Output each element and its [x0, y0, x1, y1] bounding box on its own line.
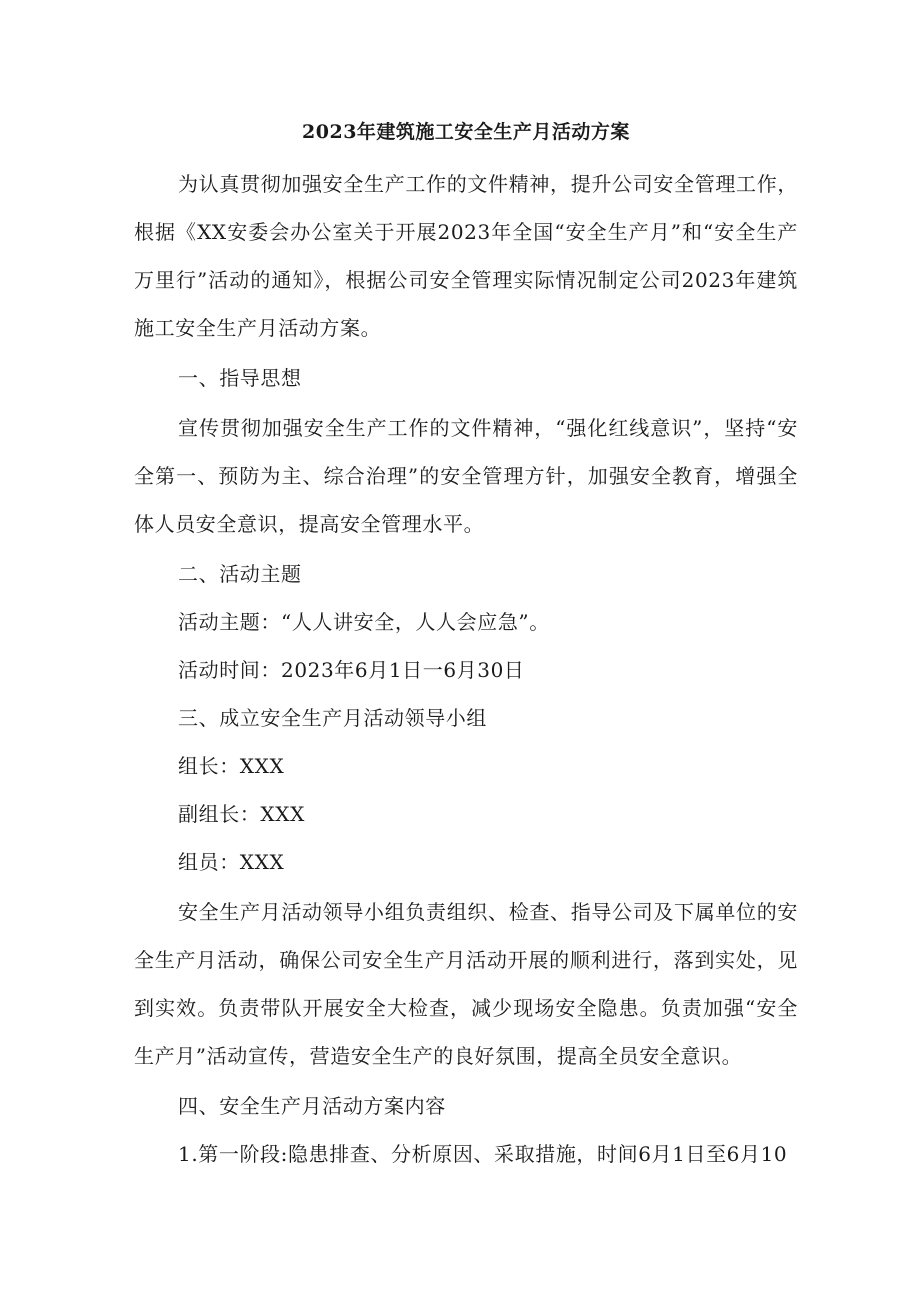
phase-one-line: 1.第一阶段:隐患排查、分析原因、采取措施，时间6月1日至6月10 — [178, 1142, 788, 1166]
group-leader-line: 组长：XXX — [178, 754, 285, 778]
group-vice-leader-line: 副组长：XXX — [178, 802, 305, 826]
leadership-group-paragraph: 安全生产月活动领导小组负责组织、检查、指导公司及下属单位的安全生产月活动，确保公司安全生产月活动开展的顺利进行，落到实处，见到实效。负责带队开展安全大检查，减少现场安全隐患。负责加强“安全生产月”活动宣传，营造安全生产的良好氛围，提高全员安全意识。 — [134, 900, 798, 1068]
document-title: 2023年建筑施工安全生产月活动方案 — [302, 121, 630, 143]
document-body — [134, 118, 798, 1178]
section-heading-leadership-group: 三、成立安全生产月活动领导小组 — [178, 706, 487, 730]
activity-time-line: 活动时间：2023年6月1日一6月30日 — [178, 658, 525, 682]
group-members-line: 组员：XXX — [178, 850, 285, 874]
section-heading-plan-content: 四、安全生产月活动方案内容 — [178, 1094, 446, 1118]
guiding-ideology-paragraph: 宣传贯彻加强安全生产工作的文件精神，“强化红线意识”，坚持“安全第一、预防为主、综合治理”的安全管理方针，加强安全教育，增强全体人员安全意识，提高安全管理水平。 — [134, 416, 798, 536]
section-heading-activity-theme: 二、活动主题 — [178, 562, 302, 586]
section-heading-guiding-ideology: 一、指导思想 — [178, 366, 302, 390]
activity-theme-line: 活动主题：“人人讲安全，人人会应急”。 — [178, 610, 550, 634]
intro-paragraph: 为认真贯彻加强安全生产工作的文件精神，提升公司安全管理工作，根据《XX安委会办公室关于开展2023年全国“安全生产月”和“安全生产万里行”活动的通知》，根据公司安全管理实际情况制定公司2023年建筑施工安全生产月活动方案。 — [134, 172, 798, 340]
